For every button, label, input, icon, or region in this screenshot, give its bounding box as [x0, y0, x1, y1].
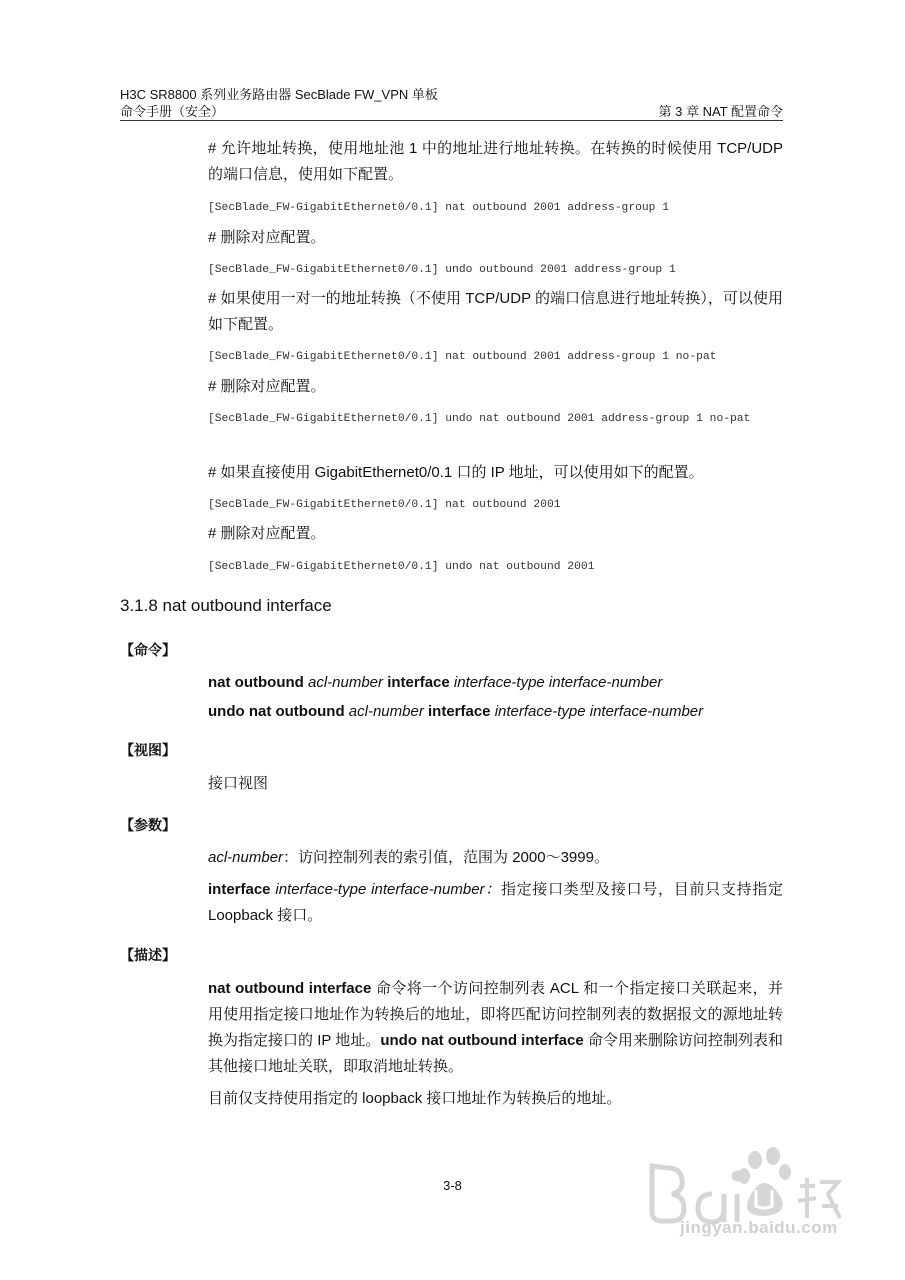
- description-note: 目前仅支持使用指定的 loopback 接口地址作为转换后的地址。: [208, 1090, 622, 1107]
- example-paragraph: # 删除对应配置。: [208, 525, 326, 542]
- code-line: [SecBlade_FW-GigabitEthernet0/0.1] nat outbound 2001 address-group 1 no-pat: [208, 351, 717, 363]
- undo-command-syntax: [208, 699, 783, 725]
- code-line: [SecBlade_FW-GigabitEthernet0/0.1] undo outbound 2001 address-group 1: [208, 264, 676, 276]
- command-keyword: interface: [387, 674, 450, 691]
- header-divider: [120, 120, 783, 121]
- param-acl-number: [208, 845, 783, 871]
- description-paragraph: [208, 976, 783, 1080]
- param-desc: ：访问控制列表的索引值，范围为 2000～3999。: [283, 849, 609, 866]
- page-header: [120, 86, 783, 120]
- example-paragraph: # 如果使用一对一的地址转换（不使用 TCP/UDP 的端口信息进行地址转换），可以使用如下配置。: [208, 290, 783, 333]
- param-tag: 【参数】: [120, 817, 176, 833]
- code-line: [SecBlade_FW-GigabitEthernet0/0.1] undo nat outbound 2001 address-group 1 no-pat: [208, 413, 751, 425]
- command-arg: acl-number: [307, 674, 384, 691]
- command-tag: 【命令】: [120, 642, 176, 658]
- desc-text: 命令将一个访问控制列表 ACL 和一个指定接口关联起来，并用使用指定接口地址作为转换后的地址，即将匹配访问控制列表的数据报文的源地址转换为指定接口的 IP 地址。: [208, 980, 783, 1049]
- param-desc: 指定接口类型及接口号，目前只支持指定 Loopback 接口。: [208, 881, 783, 924]
- command-arg: acl-number: [348, 703, 424, 720]
- desc-tag: 【描述】: [120, 947, 176, 963]
- command-arg: interface-type interface-number: [494, 703, 704, 720]
- page-number: 3-8: [443, 1178, 462, 1193]
- view-text: 接口视图: [208, 775, 269, 792]
- watermark-url: jingyan.baidu.com: [680, 1218, 838, 1237]
- command-keyword: nat outbound: [208, 674, 304, 691]
- command-syntax: [208, 670, 783, 696]
- view-tag: 【视图】: [120, 742, 176, 758]
- baidu-jingyan-watermark-logo: [640, 1146, 855, 1256]
- command-keyword: undo nat outbound: [208, 703, 345, 720]
- example-block: [208, 136, 783, 188]
- desc-keyword: undo nat outbound interface: [380, 1032, 584, 1049]
- example-paragraph: # 删除对应配置。: [208, 229, 326, 246]
- header-chapter: 第 3 章 NAT 配置命令: [658, 104, 783, 119]
- desc-text: 命令用来删除访问控制列表和其他接口地址关联，即取消地址转换。: [208, 1032, 783, 1075]
- command-arg: interface-type interface-number: [453, 674, 663, 691]
- example-paragraph: # 删除对应配置。: [208, 378, 326, 395]
- section-heading: 3.1.8 nat outbound interface: [120, 596, 332, 615]
- param-keyword: interface: [208, 881, 271, 898]
- param-name: acl-number: [208, 849, 284, 866]
- header-manual-name: 命令手册（安全）: [120, 104, 225, 119]
- param-interface: [208, 877, 783, 929]
- header-title: H3C SR8800 系列业务路由器 SecBlade FW_VPN 单板: [120, 87, 438, 102]
- command-keyword: interface: [428, 703, 491, 720]
- code-line: [SecBlade_FW-GigabitEthernet0/0.1] undo nat outbound 2001: [208, 561, 595, 573]
- example-paragraph: # 允许地址转换，使用地址池 1 中的地址进行地址转换。在转换的时候使用 TCP/UDP 的端口信息，使用如下配置。: [208, 140, 783, 183]
- code-line: [SecBlade_FW-GigabitEthernet0/0.1] nat outbound 2001 address-group 1: [208, 202, 669, 214]
- param-name: interface-type interface-number：: [275, 881, 501, 898]
- code-line: [SecBlade_FW-GigabitEthernet0/0.1] nat outbound 2001: [208, 499, 561, 511]
- desc-keyword: nat outbound interface: [208, 980, 372, 997]
- example-paragraph: # 如果直接使用 GigabitEthernet0/0.1 口的 IP 地址，可以使用如下的配置。: [208, 464, 704, 481]
